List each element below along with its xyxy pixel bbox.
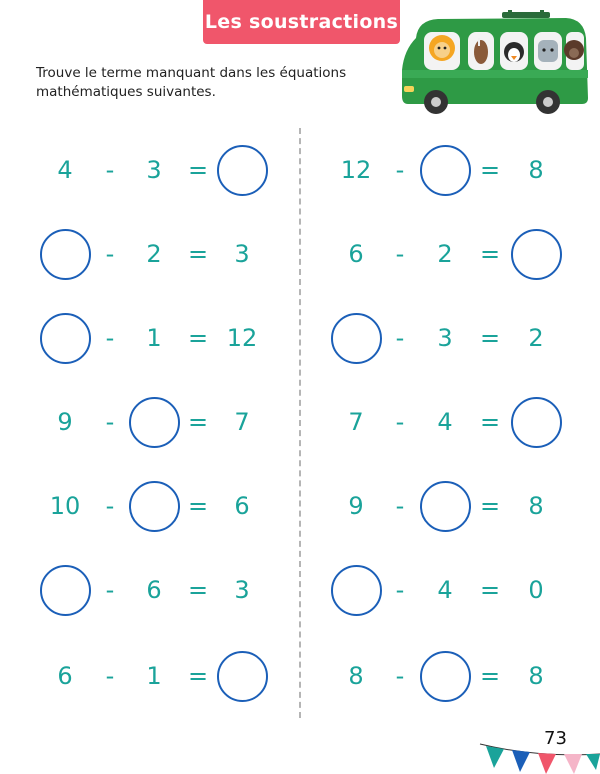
blank-cell <box>506 392 566 452</box>
second-term: 3 <box>437 324 453 352</box>
first-term: 6 <box>57 662 73 690</box>
minus-sign: - <box>395 492 405 520</box>
first-term: 10 <box>49 492 81 520</box>
result: 8 <box>528 492 544 520</box>
equals-sign: = <box>479 492 501 520</box>
second-term: 3 <box>146 156 162 184</box>
answer-circle[interactable] <box>217 651 268 702</box>
blank-cell <box>506 224 566 284</box>
minus-sign: - <box>105 492 115 520</box>
result: 0 <box>528 576 544 604</box>
equals-sign: = <box>187 156 209 184</box>
equals-sign: = <box>479 324 501 352</box>
first-term: 8 <box>348 662 364 690</box>
minus-sign: - <box>395 662 405 690</box>
minus-sign: - <box>395 576 405 604</box>
first-term: 9 <box>348 492 364 520</box>
minus-sign: - <box>395 156 405 184</box>
minus-sign: - <box>395 240 405 268</box>
equals-sign: = <box>187 240 209 268</box>
bunting-flags-icon <box>478 740 600 774</box>
equals-sign: = <box>479 240 501 268</box>
first-term: 7 <box>348 408 364 436</box>
blank-cell <box>212 140 272 200</box>
second-term: 4 <box>437 408 453 436</box>
column-divider <box>299 128 301 718</box>
answer-circle[interactable] <box>217 145 268 196</box>
equals-sign: = <box>479 156 501 184</box>
result: 3 <box>234 240 250 268</box>
bus-with-animals-icon <box>398 10 590 114</box>
equals-sign: = <box>479 662 501 690</box>
instructions-text: Trouve le terme manquant dans les équations mathématiques suivantes. <box>36 65 347 100</box>
equals-sign: = <box>187 408 209 436</box>
minus-sign: - <box>105 156 115 184</box>
minus-sign: - <box>395 324 405 352</box>
result: 8 <box>528 662 544 690</box>
answer-circle[interactable] <box>511 397 562 448</box>
equals-sign: = <box>479 576 501 604</box>
result: 2 <box>528 324 544 352</box>
result: 12 <box>226 324 258 352</box>
equals-sign: = <box>187 324 209 352</box>
second-term: 6 <box>146 576 162 604</box>
result: 3 <box>234 576 250 604</box>
first-term: 9 <box>57 408 73 436</box>
first-term: 4 <box>57 156 73 184</box>
minus-sign: - <box>105 662 115 690</box>
result: 6 <box>234 492 250 520</box>
second-term: 2 <box>437 240 453 268</box>
first-term: 12 <box>340 156 372 184</box>
second-term: 2 <box>146 240 162 268</box>
minus-sign: - <box>105 240 115 268</box>
minus-sign: - <box>105 576 115 604</box>
equals-sign: = <box>187 576 209 604</box>
first-term: 6 <box>348 240 364 268</box>
page-title: Les soustractions <box>203 0 400 44</box>
second-term: 1 <box>146 324 162 352</box>
equals-sign: = <box>187 662 209 690</box>
answer-circle[interactable] <box>511 229 562 280</box>
equals-sign: = <box>187 492 209 520</box>
result: 7 <box>234 408 250 436</box>
result: 8 <box>528 156 544 184</box>
equals-sign: = <box>479 408 501 436</box>
second-term: 1 <box>146 662 162 690</box>
minus-sign: - <box>395 408 405 436</box>
second-term: 4 <box>437 576 453 604</box>
blank-cell <box>212 646 272 706</box>
page-number: 73 <box>544 728 567 749</box>
minus-sign: - <box>105 408 115 436</box>
minus-sign: - <box>105 324 115 352</box>
